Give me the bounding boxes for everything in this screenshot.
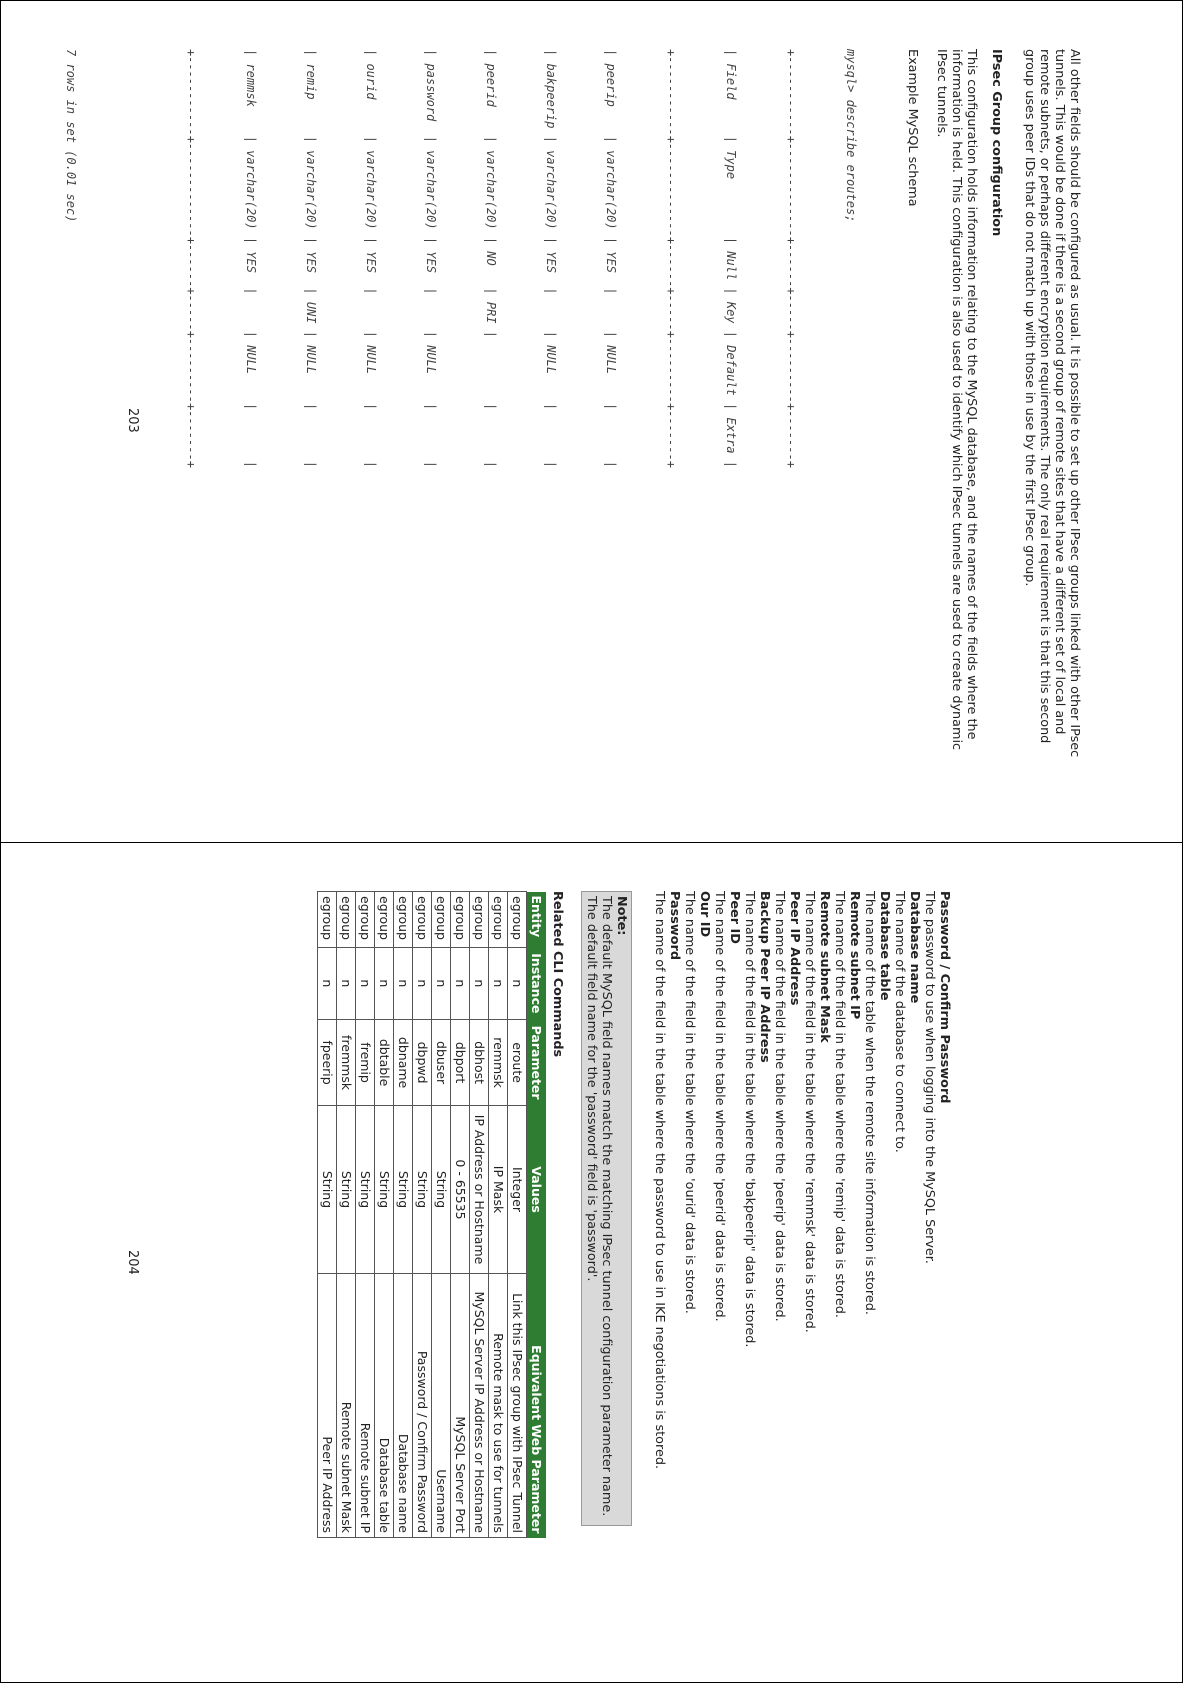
param-title: Password / Confirm Password	[937, 891, 952, 1104]
table-cell: String	[413, 1106, 432, 1273]
param-text: The name of the field in the table where the 'remip' data is stored.	[832, 891, 847, 1318]
table-cell: fremmsk	[337, 1019, 356, 1105]
section-heading: IPsec Group configuration	[989, 49, 1004, 237]
section-description: This configuration holds information relating to the MySQL database, and the names of the fields where the information is held. This configuration is also used to identify which IPsec tunnels are used to create dynamic IPsec tunnels.	[934, 49, 979, 751]
table-cell: Peer IP Address	[318, 1273, 337, 1537]
table-row	[489, 892, 508, 1538]
table-cell: n	[470, 947, 489, 1019]
table-cell: dbpwd	[413, 1019, 432, 1105]
col-header-values: Values	[527, 1106, 547, 1273]
table-row	[337, 892, 356, 1538]
sheet-page-204	[0, 842, 1183, 1683]
intro-paragraph: All other fields should be configured as usual. It is possible to set up other IPsec groups linked with other IPsec tunnels. This would be done if there is a second group of remote sites that have a different set of local and remote subnets, or perhaps different encryption requirements. The only real requirement is that this second group uses peer IDs that do not match up with those in use by the first IPsec group.	[1022, 49, 1082, 758]
param-text: The name of the field in the table where the 'ourid' data is stored.	[682, 891, 697, 1314]
table-cell: n	[375, 947, 394, 1019]
param-text: The name of the field in the table where the 'peerip' data is stored.	[772, 891, 787, 1322]
table-cell: n	[318, 947, 337, 1019]
table-row	[394, 892, 413, 1538]
param-title: Peer IP Address	[787, 891, 802, 1006]
table-cell: String	[318, 1106, 337, 1273]
table-cell: egroup	[337, 892, 356, 948]
schema-line: | ourid | varchar(20) | YES | | NULL | |	[364, 49, 378, 469]
schema-line: | peerid | varchar(20) | NO | PRI | | |	[484, 49, 498, 469]
schema-label: Example MySQL schema	[905, 49, 920, 207]
table-row	[413, 892, 432, 1538]
cli-table-body	[318, 892, 527, 1538]
schema-line: | password | varchar(20) | YES | | NULL | |	[424, 49, 438, 469]
col-header-web-parameter: Equivalent Web Parameter	[527, 1273, 547, 1537]
table-cell: MySQL Server Port	[451, 1273, 470, 1537]
page-203-body	[0, 49, 1082, 784]
table-cell: dbport	[451, 1019, 470, 1105]
table-cell: remmsk	[489, 1019, 508, 1105]
param-title: Peer ID	[727, 891, 742, 944]
table-cell: n	[508, 947, 527, 1019]
table-cell: eroute	[508, 1019, 527, 1105]
table-cell: n	[451, 947, 470, 1019]
table-cell: dbuser	[432, 1019, 451, 1105]
param-title: Password	[667, 891, 682, 960]
table-row	[318, 892, 337, 1538]
table-cell: String	[432, 1106, 451, 1273]
param-text: The name of the field in the table where the 'peerid' data is stored.	[712, 891, 727, 1322]
table-cell: String	[356, 1106, 375, 1273]
page-203	[1, 1, 1183, 844]
table-cell: dbname	[394, 1019, 413, 1105]
table-cell: Password / Confirm Password	[413, 1273, 432, 1537]
table-cell: String	[375, 1106, 394, 1273]
note-title: Note:	[614, 896, 629, 936]
table-cell: egroup	[508, 892, 527, 948]
table-cell: fremip	[356, 1019, 375, 1105]
table-cell: egroup	[318, 892, 337, 948]
table-cell: egroup	[489, 892, 508, 948]
table-cell: fpeerip	[318, 1019, 337, 1105]
table-row	[432, 892, 451, 1538]
table-cell: Integer	[508, 1106, 527, 1273]
param-title: Database table	[877, 891, 892, 1001]
col-header-entity: Entity	[527, 892, 547, 948]
table-cell: Link this IPsec group with IPsec Tunnel	[508, 1273, 527, 1537]
table-cell: egroup	[432, 892, 451, 948]
schema-line: | remip | varchar(20) | YES | UNI | NULL | |	[304, 49, 318, 469]
table-cell: 0 - 65535	[451, 1106, 470, 1273]
col-header-instance: Instance	[527, 947, 547, 1019]
page-204	[1, 843, 1183, 1684]
table-cell: n	[432, 947, 451, 1019]
param-title: Backup Peer IP Address	[757, 891, 772, 1063]
table-cell: n	[413, 947, 432, 1019]
schema-line: +-----------+-------------+------+-----+---------+-------+	[784, 49, 798, 469]
table-cell: Database name	[394, 1273, 413, 1537]
table-cell: egroup	[375, 892, 394, 948]
table-cell: egroup	[394, 892, 413, 948]
param-text: The name of the database to connect to.	[892, 891, 907, 1153]
schema-line: | peerip | varchar(20) | YES | | NULL | |	[604, 49, 618, 469]
table-cell: egroup	[356, 892, 375, 948]
param-title: Database name	[907, 891, 922, 1004]
param-title: Remote subnet IP	[847, 891, 862, 1020]
param-title: Remote subnet Mask	[817, 891, 832, 1043]
table-row	[508, 892, 527, 1538]
table-row	[375, 892, 394, 1538]
table-cell: MySQL Server IP Address or Hostname	[470, 1273, 489, 1537]
schema-line: +-----------+-------------+------+-----+---------+-------+	[664, 49, 678, 469]
schema-line: mysql> describe eroutes;	[844, 49, 858, 223]
schema-line: +-----------+-------------+------+-----+---------+-------+	[184, 49, 198, 469]
note-text: The default MySQL field names match the matching IPsec tunnel configuration parameter name. The default field name for the 'password' field is 'password'.	[584, 896, 614, 1517]
schema-line: | bakpeerip | varchar(20) | YES | | NULL | |	[544, 49, 558, 469]
table-cell: Username	[432, 1273, 451, 1537]
table-cell: n	[337, 947, 356, 1019]
param-text: The name of the field in the table where the 'bakpeerip" data is stored.	[742, 891, 757, 1348]
table-row	[470, 892, 489, 1538]
param-text: The password to use when logging into the MySQL Server.	[922, 891, 937, 1264]
table-cell: n	[394, 947, 413, 1019]
table-row	[451, 892, 470, 1538]
table-cell: n	[356, 947, 375, 1019]
col-header-parameter: Parameter	[527, 1019, 547, 1105]
page-number: 203	[125, 408, 140, 433]
table-cell: String	[394, 1106, 413, 1273]
param-text: The name of the field in the table where the 'remmsk' data is stored.	[802, 891, 817, 1333]
schema-line: | Field | Type | Null | Key | Default | Extra |	[724, 49, 738, 469]
related-cli-heading: Related CLI Commands	[550, 891, 565, 1058]
table-cell: dbtable	[375, 1019, 394, 1105]
cli-commands-table	[317, 891, 546, 1538]
table-cell: Remote mask to use for tunnels	[489, 1273, 508, 1537]
schema-line: | remmsk | varchar(20) | YES | | NULL | |	[244, 49, 258, 469]
table-cell: String	[337, 1106, 356, 1273]
table-cell: dbhost	[470, 1019, 489, 1105]
param-text: The name of the field in the table where the password to use in IKE negotiations is stored.	[652, 891, 667, 1470]
param-title: Our ID	[697, 891, 712, 938]
table-cell: Database table	[375, 1273, 394, 1537]
param-text: The name of the table when the remote site information is stored.	[862, 891, 877, 1315]
parameter-list	[652, 891, 952, 1651]
table-cell: egroup	[413, 892, 432, 948]
table-cell: egroup	[470, 892, 489, 948]
table-cell: Remote subnet Mask	[337, 1273, 356, 1537]
note-box	[581, 891, 632, 1526]
page-204-body	[317, 891, 952, 1651]
table-header-row	[527, 892, 547, 1538]
table-cell: IP Mask	[489, 1106, 508, 1273]
mysql-schema-block	[21, 49, 901, 784]
page-number: 204	[125, 1250, 140, 1275]
table-cell: n	[489, 947, 508, 1019]
table-cell: egroup	[451, 892, 470, 948]
table-row	[356, 892, 375, 1538]
table-cell: Remote subnet IP	[356, 1273, 375, 1537]
table-cell: IP Address or Hostname	[470, 1106, 489, 1273]
schema-line: 7 rows in set (0.01 sec)	[64, 49, 78, 223]
